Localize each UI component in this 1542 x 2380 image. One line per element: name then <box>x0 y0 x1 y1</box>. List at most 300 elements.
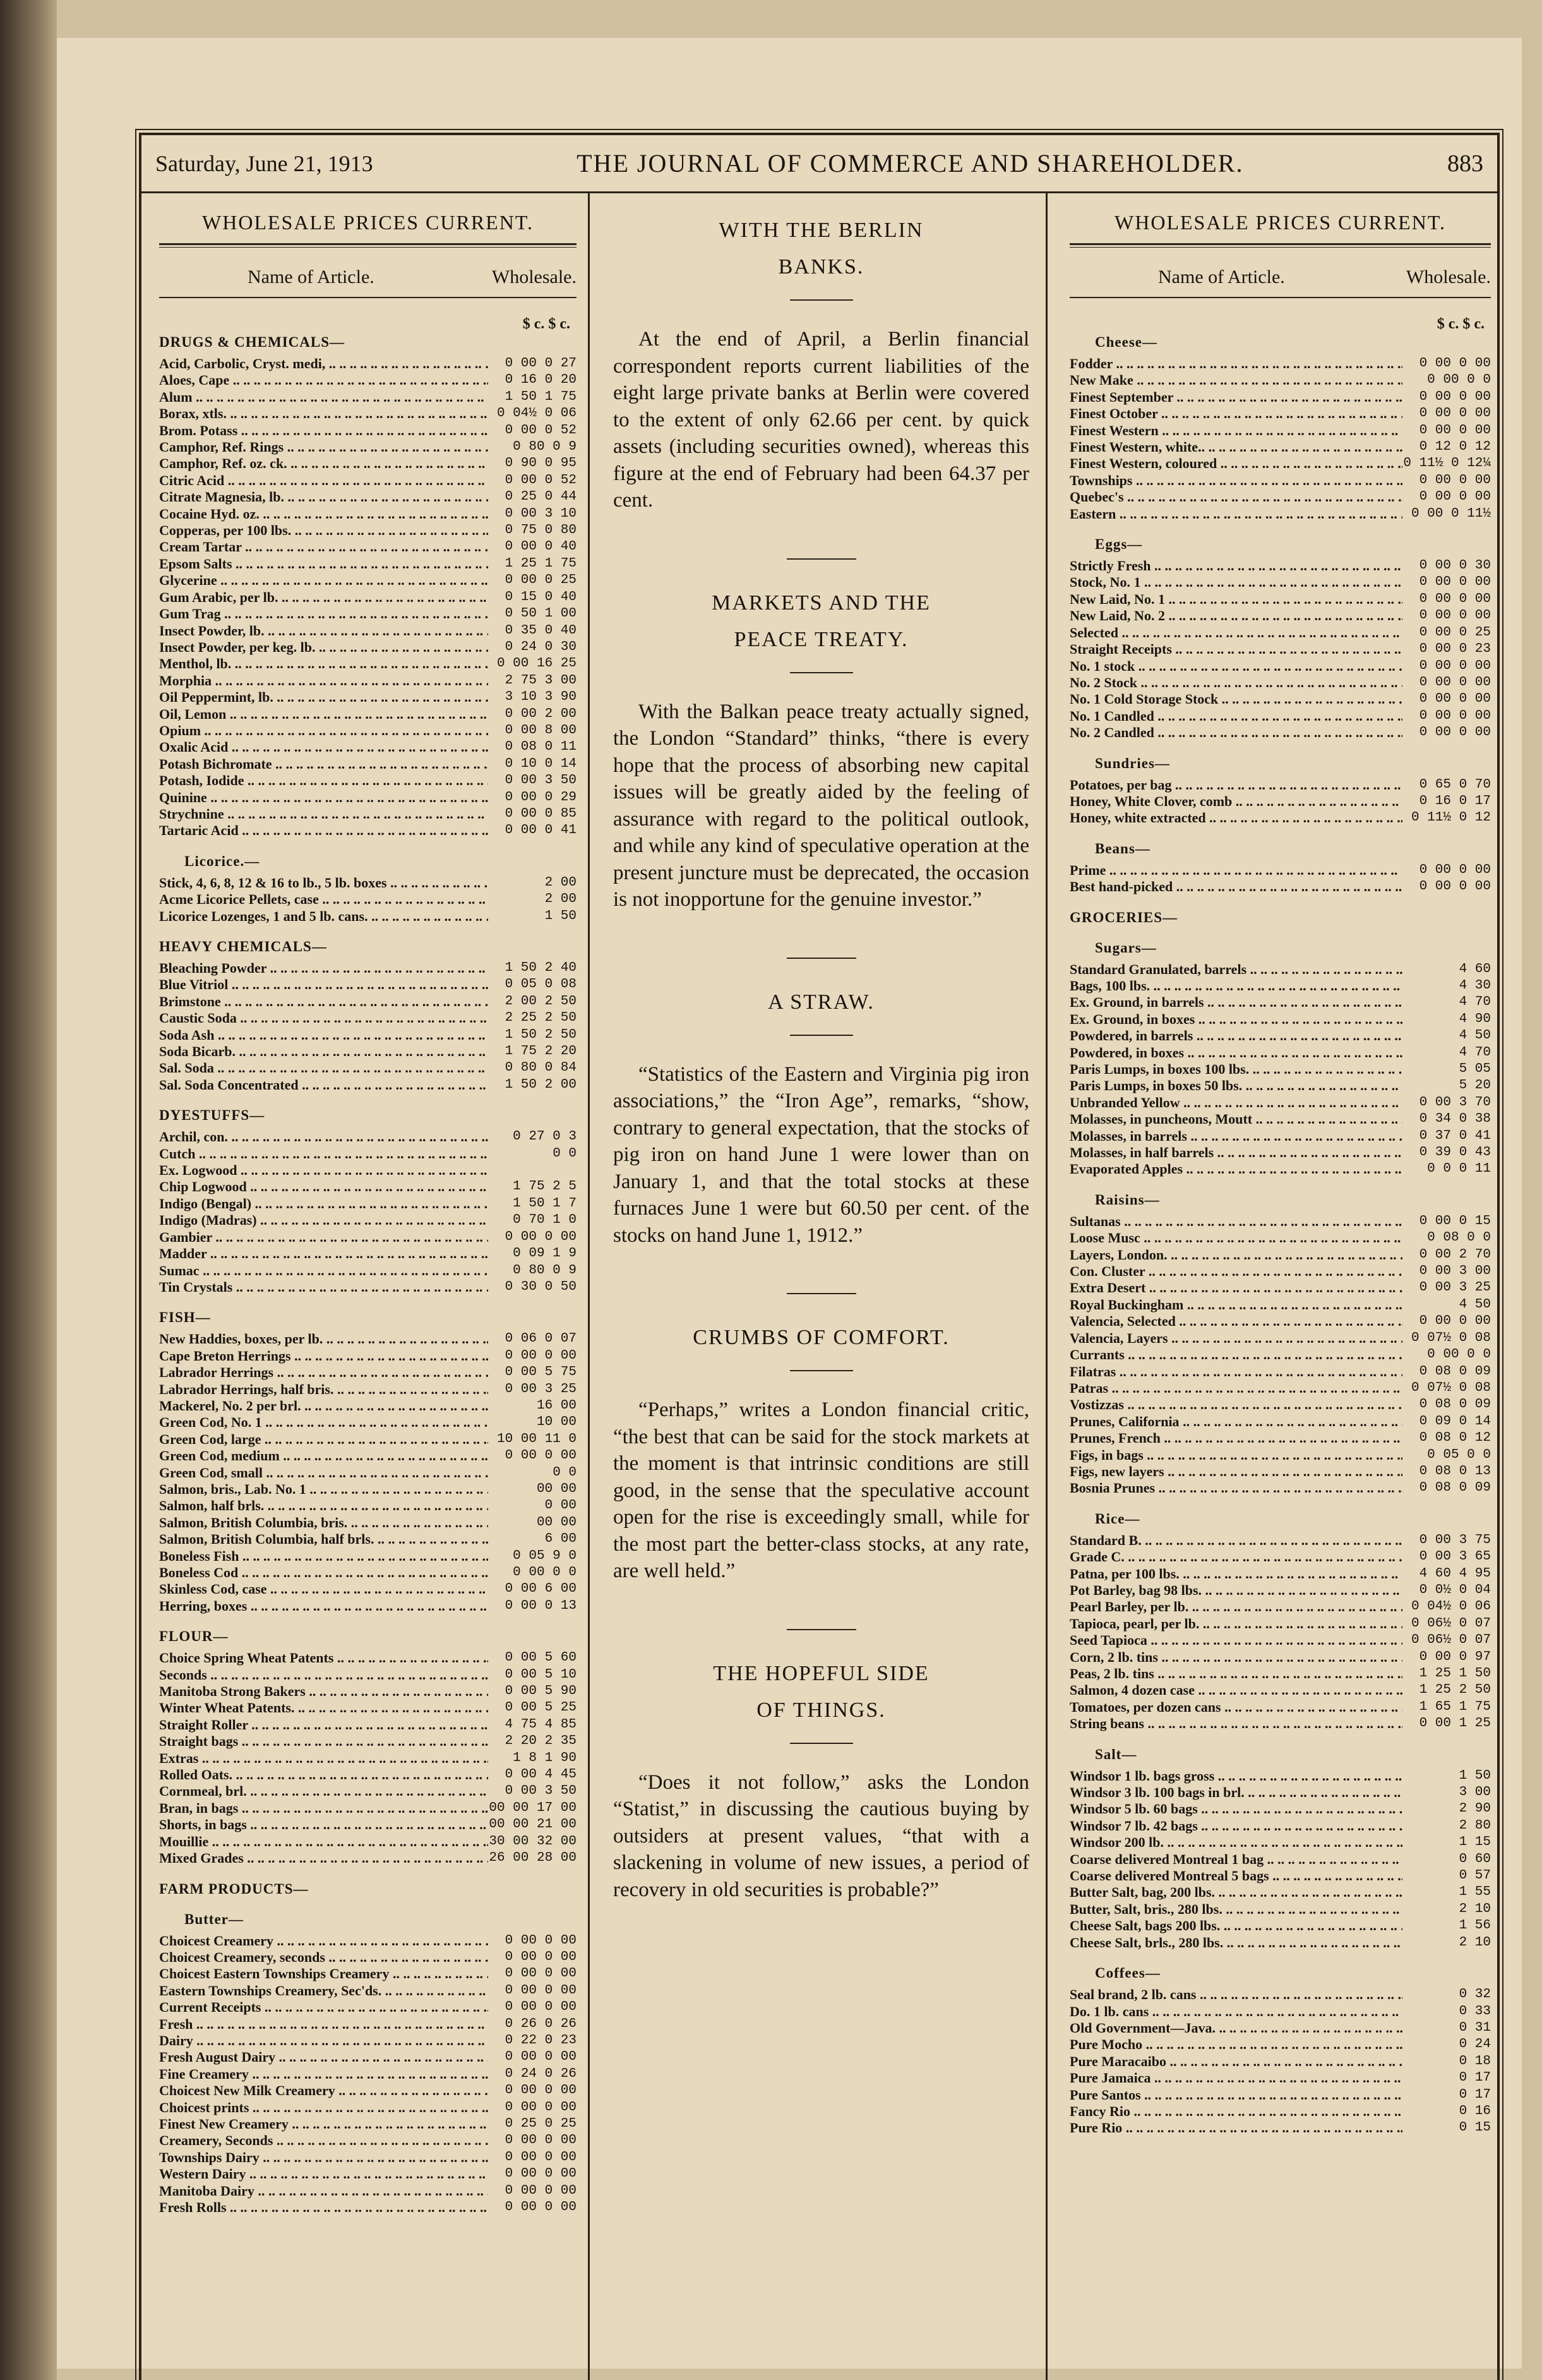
article-name: Salmon, half brls. .. .. <box>159 1498 488 1514</box>
article-price: 0 00 0 00 <box>1419 725 1491 740</box>
article-price: 0 00 0 00 <box>505 1229 577 1244</box>
price-row <box>1070 1566 1491 1582</box>
price-row <box>159 1650 577 1666</box>
price-row <box>159 1043 577 1060</box>
section-heading: Sugars— <box>1095 939 1157 956</box>
price-row <box>1070 1280 1491 1296</box>
heading-rule <box>1070 297 1491 298</box>
article-price: 1 50 1 7 <box>513 1196 577 1211</box>
article-name: Vostizzas .. .. <box>1070 1397 1402 1413</box>
article-name: No. 2 Stock .. .. <box>1070 675 1402 691</box>
price-row <box>159 822 577 839</box>
article-name: Valencia, Selected .. .. <box>1070 1313 1402 1330</box>
article-price: 30 00 32 00 <box>489 1834 577 1849</box>
price-row <box>1070 455 1491 472</box>
article-name: Windsor 200 lb. .. .. <box>1070 1834 1402 1851</box>
article-price: 0 00 0 00 <box>505 1448 577 1463</box>
price-row <box>159 406 577 422</box>
article-price: 0 00 0 25 <box>505 573 577 588</box>
section-heading: Eggs— <box>1095 536 1143 553</box>
article-price: 0 00 3 00 <box>1419 1264 1491 1279</box>
article-name: Eastern .. .. <box>1070 506 1402 522</box>
article-name: Strictly Fresh .. .. <box>1070 558 1402 574</box>
price-row <box>159 656 577 672</box>
price-row <box>159 739 577 755</box>
article-name: Choicest New Milk Creamery .. .. <box>159 2082 488 2099</box>
article-price: 1 75 2 5 <box>513 1179 577 1194</box>
article-price: 0 00 5 10 <box>505 1667 577 1682</box>
price-row <box>159 1398 577 1414</box>
article-name: Figs, new layers .. .. <box>1070 1463 1402 1480</box>
article <box>613 212 1029 514</box>
units-heading: $ c. $ c. <box>522 316 570 332</box>
article-name: Brom. Potass .. .. <box>159 423 488 439</box>
article-price: 0 00 3 65 <box>1419 1549 1491 1565</box>
price-row <box>159 1027 577 1043</box>
price-row <box>1070 2020 1491 2036</box>
article-title-line: A STRAW. <box>768 990 875 1014</box>
article-price: 6 00 <box>544 1532 577 1547</box>
article-title-line: MARKETS AND THE <box>712 591 931 615</box>
article-price: 0 00 0 23 <box>1419 642 1491 657</box>
article-name: Selected .. .. <box>1070 625 1402 641</box>
article-name: Strychnine .. .. <box>159 806 488 822</box>
article-name: Quebec's .. .. <box>1070 489 1402 505</box>
book-binding <box>0 0 57 2380</box>
article-price: 0 00 0 00 <box>505 2149 577 2165</box>
article-name: Finest New Creamery .. .. <box>159 2116 488 2132</box>
price-row <box>1070 1297 1491 1313</box>
article-price: 0 00 0 00 <box>1419 658 1491 673</box>
article-price: 0 00 0 00 <box>1419 389 1491 404</box>
price-row <box>159 908 577 925</box>
article-name: Borax, xtls. .. .. <box>159 406 488 422</box>
running-header <box>141 135 1497 193</box>
issue-date: Saturday, June 21, 1913 <box>155 150 373 176</box>
article-name: Figs, in bags .. .. <box>1070 1447 1402 1463</box>
price-row <box>1070 1161 1491 1177</box>
article-name: Potash Bichromate .. .. <box>159 756 488 772</box>
article-name: Bosnia Prunes .. .. <box>1070 1480 1402 1496</box>
article-name: Bran, in bags .. .. <box>159 1800 488 1817</box>
price-row <box>159 1565 577 1581</box>
article-name: Brimstone .. .. <box>159 994 488 1010</box>
price-row <box>159 606 577 622</box>
article-name: Licorice Lozenges, 1 and 5 lb. cans. .. .. <box>159 908 488 925</box>
price-row <box>1070 439 1491 455</box>
article-price: 2 90 <box>1459 1801 1491 1817</box>
article-name: Green Cod, No. 1 .. .. <box>159 1414 488 1431</box>
page-number: 883 <box>1447 150 1483 177</box>
article-price: 00 00 17 00 <box>489 1800 577 1815</box>
price-row <box>1070 574 1491 591</box>
article-name: Sal. Soda .. .. <box>159 1060 488 1076</box>
article-price: 5 05 <box>1459 1062 1491 1076</box>
article-price: 0 16 <box>1459 2103 1491 2119</box>
article-price: 0 65 0 70 <box>1419 777 1491 792</box>
article-name: Labrador Herrings, half bris. .. .. <box>159 1381 488 1398</box>
article-price: 0 75 0 80 <box>505 523 577 538</box>
price-row <box>1070 1834 1491 1851</box>
article-name: Copperas, per 100 lbs. .. .. <box>159 522 488 539</box>
article-name: Winter Wheat Patents. .. .. <box>159 1700 488 1716</box>
price-row <box>159 1414 577 1431</box>
price-row <box>1070 389 1491 406</box>
price-row <box>159 1966 577 1982</box>
article-price: 0 00 0 00 <box>1419 692 1491 707</box>
price-row <box>159 2199 577 2216</box>
article-name: Pure Jamaica .. .. <box>1070 2070 1402 2086</box>
article-price: 0 08 0 09 <box>1419 1481 1491 1496</box>
title-rule <box>790 299 853 301</box>
price-heading: Wholesale. <box>491 267 577 287</box>
article-name: Unbranded Yellow .. .. <box>1070 1095 1402 1111</box>
article-price: 0 00 0 13 <box>505 1598 577 1613</box>
price-row <box>1070 472 1491 489</box>
article-price: 0 00 0 00 <box>1419 575 1491 590</box>
section-heading: Raisins— <box>1095 1191 1160 1208</box>
article-title-line: OF THINGS. <box>756 1698 886 1722</box>
price-row <box>159 1733 577 1750</box>
price-row <box>159 1834 577 1850</box>
price-row <box>1070 608 1491 624</box>
article-price: 0 00 0 15 <box>1419 1213 1491 1229</box>
article-price: 0 00 0 00 <box>1419 608 1491 623</box>
article-price: 0 00 0 85 <box>505 806 577 821</box>
article-name: Western Dairy .. .. <box>159 2166 488 2182</box>
section-heading: DYESTUFFS— <box>159 1107 265 1124</box>
article-price: 0 00 0 00 <box>505 2000 577 2015</box>
price-row <box>1070 2120 1491 2136</box>
article-name: Finest Western, coloured .. .. <box>1070 455 1402 472</box>
price-row <box>1070 2070 1491 2086</box>
price-row <box>1070 1247 1491 1263</box>
article-name: Soda Ash .. .. <box>159 1027 488 1043</box>
price-row <box>1070 1364 1491 1380</box>
article-name: Epsom Salts .. .. <box>159 556 488 572</box>
article-price: 0 26 0 26 <box>505 2016 577 2031</box>
article-price: 0 00 0 30 <box>1419 558 1491 574</box>
price-row <box>159 2066 577 2082</box>
price-row <box>1070 1145 1491 1161</box>
article-price: 0 34 0 38 <box>1419 1112 1491 1127</box>
article-price: 0 00 0 00 <box>505 2100 577 2115</box>
article-body: With the Balkan peace treaty actually signed, the London “Standard” thinks, “there is every hope that the process of absorbing new capital issues will be greatly aided by the feeling of assurance with regard to the political outlook, and while any kind of speculative operation at the present juncture must be deprecated, the occasion is not inopportune for the genuine investor.” <box>613 700 1029 911</box>
article-price: 0 0 <box>553 1465 577 1480</box>
article-price: 4 90 <box>1459 1011 1491 1026</box>
price-row <box>159 372 577 388</box>
price-row <box>159 2166 577 2182</box>
article-name: String beans .. .. <box>1070 1716 1402 1732</box>
article-price: 0 00 0 00 <box>1419 708 1491 723</box>
article-name: Oil Peppermint, lb. .. .. <box>159 689 488 706</box>
price-row <box>159 1162 577 1179</box>
article-price: 0 80 0 9 <box>513 440 577 455</box>
article-price: 2 80 <box>1459 1818 1491 1833</box>
price-row <box>159 1999 577 2016</box>
article-name: Quinine .. .. <box>159 790 488 806</box>
price-row <box>159 1933 577 1949</box>
article-price: 4 60 4 95 <box>1419 1566 1491 1581</box>
article-name: Potatoes, per bag .. .. <box>1070 777 1402 793</box>
article-price: 0 12 0 12 <box>1419 440 1491 455</box>
article-price: 0 00 0 00 <box>1419 862 1491 877</box>
price-row <box>1070 1128 1491 1145</box>
article-price: 0 00 1 25 <box>1419 1716 1491 1731</box>
price-row <box>159 639 577 656</box>
article-price: 0 04½ 0 06 <box>1411 1599 1491 1614</box>
article-price: 0 00 16 25 <box>496 656 577 671</box>
section-heading: Cheese— <box>1095 334 1157 350</box>
article-name: Patras .. .. <box>1070 1380 1402 1397</box>
price-row <box>159 723 577 739</box>
article-name: Paris Lumps, in boxes 50 lbs. .. .. <box>1070 1078 1402 1094</box>
price-row <box>1070 356 1491 372</box>
article-name: Prunes, California .. .. <box>1070 1414 1402 1430</box>
article-name: Potash, Iodide .. .. <box>159 772 488 789</box>
price-row <box>159 2049 577 2065</box>
article-name: Fine Creamery .. .. <box>159 2066 488 2082</box>
article-price: 0 90 0 95 <box>505 456 577 471</box>
price-row <box>1070 1918 1491 1934</box>
price-row <box>1070 1768 1491 1784</box>
article-name: Manitoba Strong Bakers .. .. <box>159 1683 488 1700</box>
price-row <box>1070 1078 1491 1094</box>
article-name: Choicest prints .. .. <box>159 2100 488 2116</box>
article-price: 0 00 <box>544 1498 577 1513</box>
article-price: 2 75 3 00 <box>505 673 577 688</box>
price-row <box>159 1817 577 1833</box>
article-name: Honey, White Clover, comb .. .. <box>1070 793 1402 810</box>
article-price: 2 00 <box>544 892 577 907</box>
article-price: 0 00 5 25 <box>505 1700 577 1716</box>
article-name: Grade C. .. .. <box>1070 1549 1402 1565</box>
section-heading: FARM PRODUCTS— <box>159 1880 309 1897</box>
price-row <box>159 1060 577 1076</box>
article-title <box>613 212 1029 285</box>
article-name: No. 1 stock .. .. <box>1070 658 1402 675</box>
price-row <box>159 1196 577 1212</box>
article-price: 1 50 2 50 <box>505 1027 577 1042</box>
article-price: 0 31 <box>1459 2020 1491 2035</box>
article-price: 0 80 0 9 <box>513 1263 577 1278</box>
article-separator <box>787 958 856 959</box>
price-row <box>1070 1480 1491 1496</box>
article-name: Skinless Cod, case .. .. <box>159 1581 488 1597</box>
price-row <box>1070 1801 1491 1817</box>
article-body: At the end of April, a Berlin financial correspondent reports current liabilities of the eight large private banks at Berlin were covered to the extent of only 62.66 per cent. by quick assets (including securities owned), whereas this figure at the end of February had been 64.37 per cent. <box>613 328 1029 512</box>
article-name: Gum Arabic, per lb. .. .. <box>159 589 488 606</box>
article-name: Labrador Herrings .. .. <box>159 1364 488 1381</box>
price-row <box>159 1983 577 1999</box>
price-row <box>159 1229 577 1246</box>
article-name: Straight bags .. .. <box>159 1733 488 1750</box>
article-price: 0 00 3 25 <box>505 1381 577 1397</box>
article-name: Pure Mocho .. .. <box>1070 2036 1402 2053</box>
article-name: Evaporated Apples .. .. <box>1070 1161 1402 1177</box>
price-row <box>1070 1045 1491 1061</box>
price-row <box>159 1364 577 1381</box>
article <box>613 1293 1029 1585</box>
article-price: 10 00 11 0 <box>496 1431 577 1446</box>
units-heading: $ c. $ c. <box>1437 316 1485 332</box>
article-price: 0 00 5 90 <box>505 1684 577 1699</box>
price-row <box>1070 691 1491 707</box>
section-heading: DRUGS & CHEMICALS— <box>159 334 345 350</box>
article-name: Townships .. .. <box>1070 472 1402 489</box>
article-name: Camphor, Ref. oz. ck. .. .. <box>159 455 488 472</box>
article-name: Cocaine Hyd. oz. .. .. <box>159 506 488 522</box>
article-price: 0 00 0 00 <box>505 1348 577 1363</box>
article-name: Straight Receipts .. .. <box>1070 641 1402 658</box>
article-title <box>613 585 1029 658</box>
price-row <box>1070 1666 1491 1682</box>
article-name: Honey, white extracted .. .. <box>1070 810 1402 826</box>
price-row <box>159 1448 577 1464</box>
article-name: Patna, per 100 lbs. .. .. <box>1070 1566 1402 1582</box>
name-heading: Name of Article. <box>1158 267 1285 287</box>
article-title-line: CRUMBS OF COMFORT. <box>693 1326 950 1349</box>
article-title-line: PEACE TREATY. <box>734 627 909 651</box>
article-price: 0 00 3 25 <box>1419 1280 1491 1295</box>
price-row <box>159 1129 577 1145</box>
article-name: Menthol, lb. .. .. <box>159 656 488 672</box>
article-name: Fodder .. .. <box>1070 356 1402 372</box>
article-name: Bleaching Powder .. .. <box>159 960 488 977</box>
article-price: 0 10 0 14 <box>505 756 577 771</box>
price-row <box>1070 1868 1491 1884</box>
article-name: Indigo (Bengal) .. .. <box>159 1196 488 1212</box>
article-price: 4 50 <box>1459 1028 1491 1043</box>
article-price: 3 10 3 90 <box>505 690 577 705</box>
price-row <box>1070 1230 1491 1246</box>
article-name: Fresh Rolls .. .. <box>159 2199 488 2216</box>
article-price: 0 07½ 0 08 <box>1411 1380 1491 1395</box>
article-name: Powdered, in boxes .. .. <box>1070 1045 1402 1061</box>
price-row <box>159 455 577 472</box>
article-name: Cheese Salt, brls., 280 lbs. .. .. <box>1070 1935 1402 1951</box>
article-price: 0 00 2 00 <box>505 706 577 721</box>
article-price: 0 00 0 00 <box>505 1966 577 1981</box>
article-price: 0 18 <box>1459 2053 1491 2069</box>
price-row <box>159 2132 577 2149</box>
price-row <box>1070 406 1491 422</box>
price-row <box>159 1431 577 1448</box>
article-price: 0 00 0 00 <box>1419 675 1491 690</box>
article-name: Green Cod, medium .. .. <box>159 1448 488 1464</box>
article-name: Eastern Townships Creamery, Sec'ds. .. .. <box>159 1983 488 1999</box>
article-price: 1 50 2 00 <box>505 1077 577 1092</box>
article-name: Madder .. .. <box>159 1246 488 1262</box>
article-name: Ex. Ground, in boxes .. .. <box>1070 1011 1402 1028</box>
section-heading: Rice— <box>1095 1510 1140 1527</box>
price-row <box>159 1010 577 1026</box>
price-row <box>159 589 577 606</box>
article-name: Sal. Soda Concentrated .. .. <box>159 1077 488 1093</box>
title-rule <box>790 672 853 673</box>
article-name: Valencia, Layers .. .. <box>1070 1330 1402 1347</box>
article <box>613 1629 1029 1904</box>
article-name: Choice Spring Wheat Patents .. .. <box>159 1650 488 1666</box>
article-price: 0 00 0 97 <box>1419 1649 1491 1664</box>
article-price: 0 27 0 3 <box>513 1129 577 1145</box>
article-price: 0 00 0 52 <box>505 472 577 488</box>
price-row <box>1070 1347 1491 1363</box>
price-row <box>159 1077 577 1093</box>
article-price: 0 00 0 0 <box>1427 373 1491 388</box>
price-row <box>159 960 577 977</box>
article-price: 0 00 8 00 <box>505 723 577 738</box>
price-row <box>1070 1330 1491 1347</box>
price-row <box>1070 1397 1491 1413</box>
article-price: 0 06½ 0 07 <box>1411 1633 1491 1648</box>
article-name: Mackerel, No. 2 per brl. .. .. <box>159 1398 488 1414</box>
price-row <box>159 994 577 1010</box>
article-name: Pot Barley, bag 98 lbs. .. .. <box>1070 1582 1402 1599</box>
price-row <box>159 756 577 772</box>
article-name: Boneless Cod .. .. <box>159 1565 488 1581</box>
article-name: Mouillie .. .. <box>159 1834 488 1850</box>
article-name: Archil, con. .. .. <box>159 1129 488 1145</box>
price-row <box>159 1700 577 1716</box>
article-price: 0 00 0 00 <box>505 2050 577 2065</box>
price-row <box>1070 1784 1491 1801</box>
article-price: 0 16 0 17 <box>1419 793 1491 808</box>
article-price: 1 50 <box>1459 1768 1491 1783</box>
article-price: 0 00 3 10 <box>505 506 577 521</box>
article-price: 0 08 0 12 <box>1419 1431 1491 1446</box>
article-price: 1 65 1 75 <box>1419 1699 1491 1714</box>
price-row <box>159 2033 577 2049</box>
article-name: Pure Rio .. .. <box>1070 2120 1402 2136</box>
article-name: Finest Western .. .. <box>1070 423 1402 439</box>
price-row <box>1070 1986 1491 2003</box>
article-name: Windsor 7 lb. 42 bags .. .. <box>1070 1818 1402 1834</box>
price-row <box>1070 1213 1491 1230</box>
article-name: Con. Cluster .. .. <box>1070 1263 1402 1280</box>
price-row <box>1070 1818 1491 1834</box>
article-price: 1 50 2 40 <box>505 961 577 975</box>
article-name: Citrate Magnesia, lb. .. .. <box>159 489 488 505</box>
article-title-line: BANKS. <box>778 255 864 279</box>
article-price: 0 0 <box>553 1146 577 1161</box>
article-name: Finest September .. .. <box>1070 389 1402 406</box>
article-name: Insect Powder, per keg. lb. .. .. <box>159 639 488 656</box>
price-row <box>1070 1532 1491 1549</box>
article-name: Oil, Lemon .. .. <box>159 706 488 723</box>
price-row <box>1070 1263 1491 1280</box>
article-name: Sumac .. .. <box>159 1263 488 1279</box>
article-name: Best hand-picked .. .. <box>1070 879 1402 895</box>
article-name: Manitoba Dairy .. .. <box>159 2183 488 2199</box>
article-name: Coarse delivered Montreal 1 bag .. .. <box>1070 1851 1402 1868</box>
article-price: 00 00 21 00 <box>489 1817 577 1832</box>
journal-title: THE JOURNAL OF COMMERCE AND SHAREHOLDER. <box>577 149 1244 177</box>
price-row <box>1070 658 1491 675</box>
article-price: 0 08 0 09 <box>1419 1364 1491 1379</box>
price-row <box>1070 1380 1491 1397</box>
price-row <box>159 439 577 455</box>
price-row <box>1070 1716 1491 1732</box>
article-price: 0 57 <box>1459 1868 1491 1884</box>
article-price: 0 00 0 00 <box>1419 356 1491 371</box>
article-price: 0 00 5 60 <box>505 1650 577 1666</box>
article-name: Citric Acid .. .. <box>159 472 488 489</box>
article-price: 0 00 0 41 <box>505 823 577 838</box>
price-row <box>159 1850 577 1866</box>
article-price: 0 00 0 00 <box>505 1933 577 1948</box>
price-row <box>159 875 577 891</box>
